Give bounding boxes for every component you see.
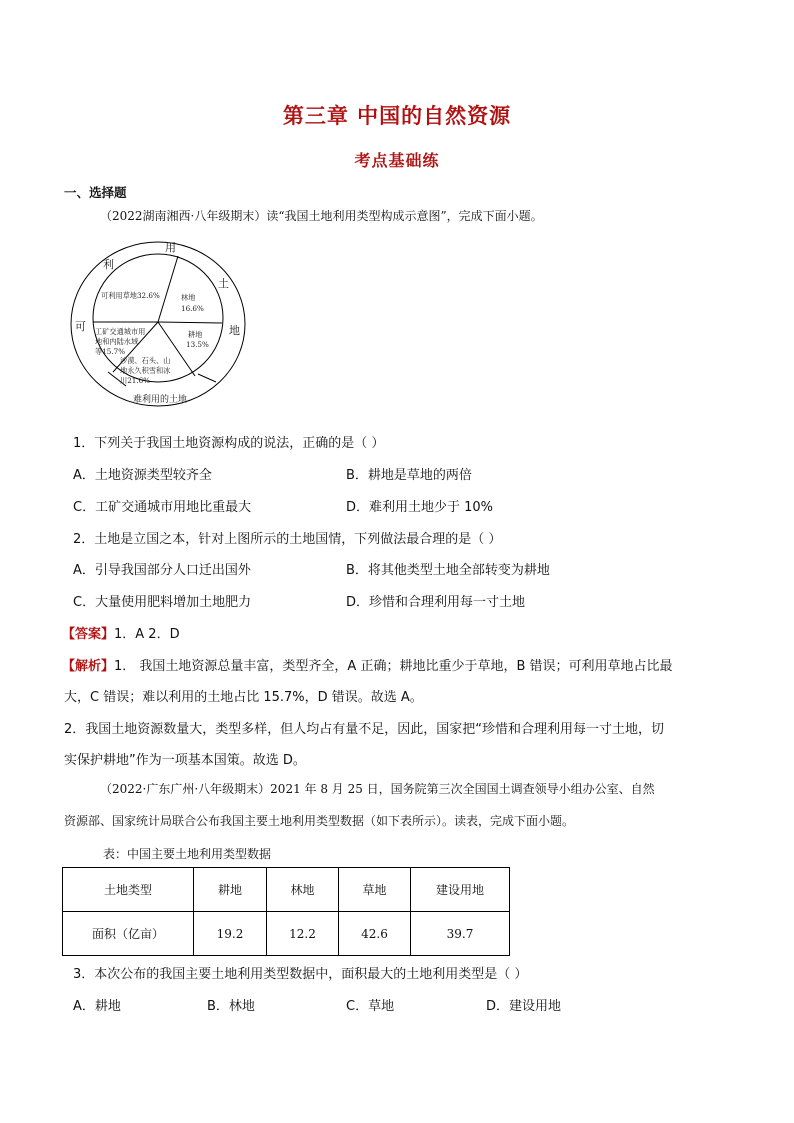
- slice-desert-l3: 川21.6%: [120, 376, 151, 385]
- intro-1: （2022湖南湘西·八年级期末）读“我国土地利用类型构成示意图”，完成下面小题。: [100, 209, 543, 223]
- land-use-diagram: [70, 240, 250, 410]
- outer-char-yong: 用: [165, 241, 176, 254]
- analysis-line-2: 大，C 错误；难以利用的土地占比 15.7%，D 错误。故选 A。: [64, 690, 423, 705]
- analysis-line-3: 2．我国土地资源数量大，类型多样，但人均占有量不足，因此，国家把“珍惜和合理利用每一寸土地，切: [64, 722, 665, 737]
- bottom-label: 难利用的土地: [133, 395, 188, 405]
- table-header-cell: 建设用地: [411, 868, 510, 912]
- q1-option-d: D．难利用土地少于 10%: [346, 500, 494, 515]
- page-subtitle: 考点基础练: [354, 151, 440, 170]
- analysis-label: 【解析】: [62, 659, 115, 674]
- q2-option-c: C．大量使用肥料增加土地肥力: [73, 595, 252, 610]
- slice-forest-l1: 林地: [181, 293, 196, 302]
- slice-farm-l2: 13.5%: [186, 340, 209, 349]
- answer-label: 【答案】: [62, 627, 115, 642]
- q2-option-d: D．珍惜和合理利用每一寸土地: [346, 595, 526, 610]
- table-row: [63, 912, 510, 956]
- slice-farm-l1: 耕地: [188, 330, 203, 339]
- answer-block: [62, 623, 180, 642]
- slice-grass: 可利用草地32.6%: [101, 291, 160, 300]
- table-cell: 39.7: [411, 912, 510, 956]
- table-header-cell: 草地: [339, 868, 411, 912]
- q3-option-d: D．建设用地: [486, 999, 562, 1014]
- outer-char-li: 利: [103, 258, 114, 271]
- analysis-line-4: 实保护耕地”作为一项基本国策。故选 D。: [64, 753, 306, 768]
- table-row-label: 面积（亿亩）: [63, 912, 194, 956]
- q3-option-b: B．林地: [207, 999, 255, 1014]
- slice-urban-l2: 地和内陆水域: [95, 337, 139, 346]
- intro-2-line-2: 资源部、国家统计局联合公布我国主要土地利用类型数据（如下表所示）。读表，完成下面小题。: [64, 814, 575, 828]
- intro-2-line-1: （2022·广东广州·八年级期末）2021 年 8 月 25 日，国务院第三次全国国土调查领导小组办公室、自然: [100, 782, 655, 796]
- section-heading: 一、选择题: [64, 185, 127, 200]
- slice-urban-l1: 工矿交通城市用: [95, 327, 146, 336]
- outer-char-tu: 土: [218, 277, 229, 290]
- q1-option-b: B．耕地是草地的两倍: [346, 468, 472, 483]
- table-header-cell: 土地类型: [63, 868, 194, 912]
- analysis-text-1: 1． 我国土地资源总量丰富，类型齐全，A 正确；耕地比重少于草地，B 错误；可利用草地占比最: [114, 659, 673, 674]
- table-header-cell: 耕地: [194, 868, 267, 912]
- slice-desert-l2: 地永久积雪和冰: [120, 366, 171, 375]
- outer-char-ke: 可: [75, 320, 86, 333]
- slice-urban-l3: 等15.7%: [95, 347, 126, 356]
- table-cell: 19.2: [194, 912, 267, 956]
- table-header-cell: 林地: [267, 868, 339, 912]
- q3-option-a: A．耕地: [73, 999, 121, 1014]
- q2-option-a: A．引导我国部分人口迁出国外: [73, 563, 251, 578]
- q2-option-b: B．将其他类型土地全部转变为耕地: [346, 563, 550, 578]
- land-type-table: [62, 867, 510, 956]
- q3-option-c: C．草地: [346, 999, 395, 1014]
- answer-text: 1．A 2．D: [114, 627, 180, 642]
- slice-forest-l2: 16.6%: [181, 304, 204, 313]
- table-cell: 12.2: [267, 912, 339, 956]
- analysis-line-1: [62, 655, 673, 674]
- q1-option-a: A．土地资源类型较齐全: [73, 468, 212, 483]
- q1-option-c: C．工矿交通城市用地比重最大: [73, 500, 252, 515]
- q3-stem: 3．本次公布的我国主要土地利用类型数据中，面积最大的土地利用类型是（ ）: [73, 967, 528, 982]
- q1-stem: 1．下列关于我国土地资源构成的说法，正确的是（ ）: [73, 436, 385, 451]
- table-caption: 表：中国主要土地利用类型数据: [103, 847, 272, 861]
- table-header-row: [63, 868, 510, 912]
- page-title: 第三章 中国的自然资源: [282, 104, 512, 128]
- outer-char-di: 地: [229, 324, 240, 337]
- slice-desert-l1: 沙漠、石头、山: [120, 356, 171, 365]
- q2-stem: 2．土地是立国之本，针对上图所示的土地国情，下列做法最合理的是（ ）: [73, 532, 502, 547]
- table-cell: 42.6: [339, 912, 411, 956]
